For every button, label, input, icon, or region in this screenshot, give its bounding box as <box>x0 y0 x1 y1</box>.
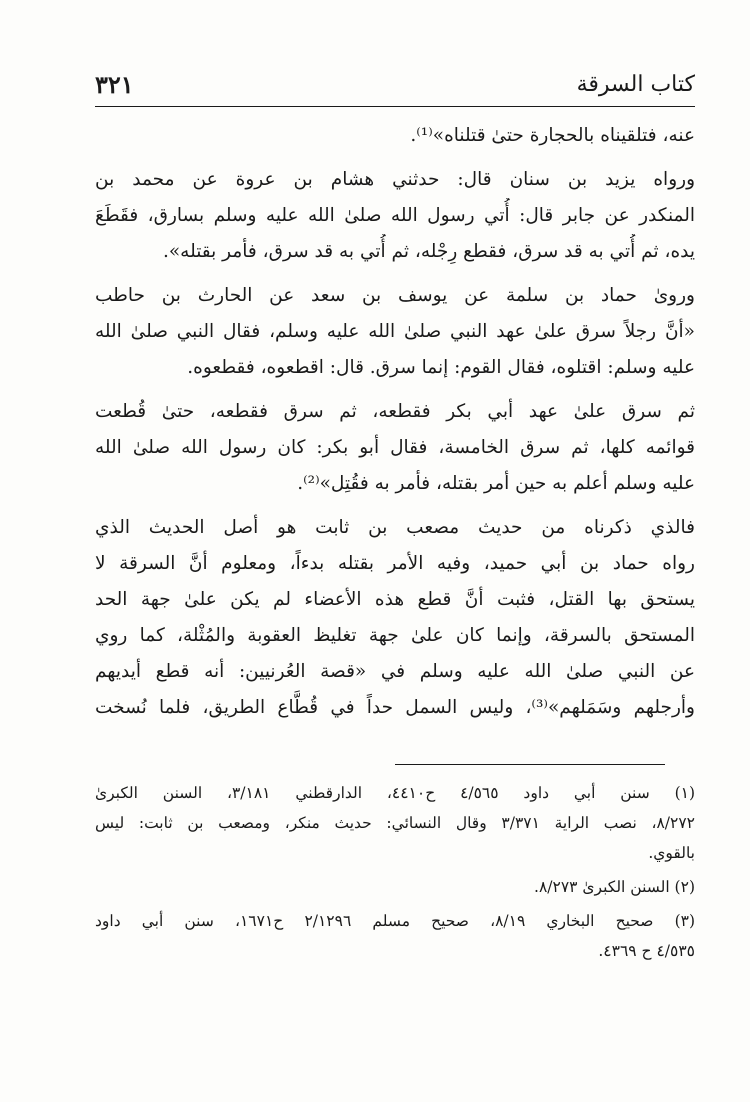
text-line: ثم سرق علىٰ عهد أبي بكر فقطعه، ثم سرق فقطعه، حتىٰ قُطعت <box>95 401 695 422</box>
footnote-line: (٣) صحيح البخاري ٨/١٩، صحيح مسلم ٢/١٢٩٦ ح١٦٧١، سنن أبي داود <box>95 912 695 930</box>
footnote-3 <box>95 906 695 966</box>
text-line: المنكدر عن جابر قال: أُتي رسول الله صلىٰ الله عليه وسلم بسارق، فقَطَعَ <box>95 205 695 226</box>
text-line: وأرجلهم وسَمَلهم»⁽³⁾، وليس السمل حداً في قُطَّاع الطريق، فلما نُسخت <box>95 697 695 718</box>
text-line: قوائمه كلها، ثم سرق الخامسة، فقال أبو بكر: كان رسول الله صلىٰ الله <box>95 437 695 458</box>
paragraph-5 <box>95 510 695 726</box>
paragraph-1 <box>95 118 695 154</box>
footnote-line: (١) سنن أبي داود ٤/٥٦٥ ح٤٤١٠، الدارقطني ٣/١٨١، السنن الكبرىٰ <box>95 784 695 802</box>
footnote-line: (٢) السنن الكبرىٰ ٨/٢٧٣. <box>534 878 695 896</box>
text-line: عنه، فتلقيناه بالحجارة حتىٰ قتلناه»⁽¹⁾. <box>410 125 695 146</box>
footnote-line: ٨/٢٧٢، نصب الراية ٣/٣٧١ وقال النسائي: حديث منكر، ومصعب بن ثابت: ليس <box>95 814 695 832</box>
footnote-divider <box>395 764 665 765</box>
text-line: عن النبي صلىٰ الله عليه وسلم في «قصة العُرنيين: أنه قطع أيديهم <box>95 661 695 682</box>
text-line: فالذي ذكرناه من حديث مصعب بن ثابت هو أصل الحديث الذي <box>95 517 695 538</box>
text-line: عليه وسلم: اقتلوه، فقال القوم: إنما سرق. قال: اقطعوه، فقطعوه. <box>187 357 695 378</box>
text-line: رواه حماد بن أبي حميد، وفيه الأمر بقتله بدءاً، ومعلوم أنَّ السرقة لا <box>95 553 695 574</box>
text-line: ورواه يزيد بن سنان قال: حدثني هشام بن عروة عن محمد بن <box>95 169 695 190</box>
text-line: «أنَّ رجلاً سرق علىٰ عهد النبي صلىٰ الله عليه وسلم، فقال النبي صلىٰ الله <box>95 321 695 342</box>
footnote-1 <box>95 778 695 868</box>
text-line: يده، ثم أُتي به قد سرق، فقطع رِجْله، ثم أُتي به قد سرق، فأمر بقتله». <box>162 241 695 262</box>
footnote-2 <box>95 872 695 902</box>
page-number: ٣٢١ <box>95 69 134 99</box>
footnote-line: بالقوي. <box>648 844 695 862</box>
header-divider <box>95 106 695 107</box>
footnotes <box>95 778 695 966</box>
main-text <box>95 118 695 726</box>
footnote-line: ٤/٥٣٥ ح ٤٣٦٩. <box>598 942 695 960</box>
paragraph-2 <box>95 162 695 270</box>
chapter-title: كتاب السرقة <box>576 71 695 97</box>
text-line: المستحق بالسرقة، وإنما كان علىٰ جهة تغليظ العقوبة والمُثْلة، كما روي <box>95 625 695 646</box>
paragraph-3 <box>95 278 695 386</box>
paragraph-4 <box>95 394 695 502</box>
text-line: يستحق بها القتل، فثبت أنَّ قطع هذه الأعضاء لم يكن علىٰ جهة الحد <box>95 589 695 610</box>
text-line: عليه وسلم أعلم به حين أمر بقتله، فأمر به فقُتِل»⁽²⁾. <box>297 473 695 494</box>
text-line: وروىٰ حماد بن سلمة عن يوسف بن سعد عن الحارث بن حاطب <box>95 285 695 306</box>
running-header <box>95 64 695 104</box>
